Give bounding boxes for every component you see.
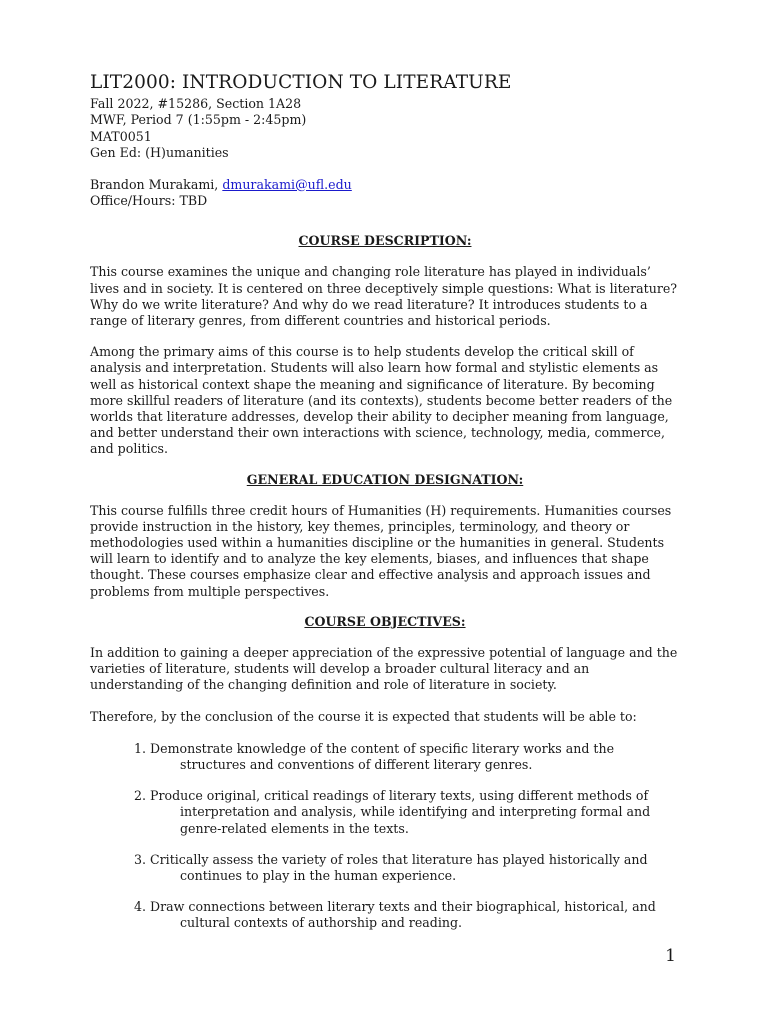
gen-ed-heading: GENERAL EDUCATION DESIGNATION: [246,471,524,487]
room-line: MAT0051 [90,128,152,144]
objectives-paragraph-1: In addition to gaining a deeper appreciation of the expressive potential of language and the varieties of literature, students will develop a broader cultural literacy and an understanding of the changing definition and role of literature in society. [90,644,678,693]
course-description-heading: COURSE DESCRIPTION: [298,233,472,249]
objectives-list [90,741,680,932]
gen-ed-paragraph: This course fulfills three credit hours of Humanities (H) requirements. Humanities courses provide instruction in the history, key themes, principles, terminology, and theory or methodologies used within a humanities discipline or the humanities in general. Students will learn to identify and to analyze the key elements, biases, and influences that shape thought. These courses emphasize clear and effective analysis and approach issues and problems from multiple perspectives. [90,502,672,599]
list-item: 4. Draw connections between literary texts and their biographical, historical, and cultural contexts of authorship and reading. [134,899,656,931]
gen-ed-line: Gen Ed: (H)umanities [90,145,229,161]
list-item: 1. Demonstrate knowledge of the content of specific literary works and the structures and conventions of different literary genres. [134,740,615,772]
course-meta [90,96,680,209]
office-hours: Office/Hours: TBD [90,193,208,209]
page-number: 1 [665,946,676,966]
instructor-line [90,177,680,193]
instructor-email-link[interactable]: dmurakami@ufl.edu [222,176,352,192]
list-item: 3. Critically assess the variety of roles that literature has played historically and continues to play in the human experience. [134,851,648,883]
list-item: 2. Produce original, critical readings of literary texts, using different methods of interpretation and analysis, while identifying and interpreting formal and genre-related elements in the texts. [134,788,651,836]
description-paragraph-1: This course examines the unique and changing role literature has played in individuals’ lives and in society. It is centered on three deceptively simple questions: What is literature? Why do we write literature? And why do we read literature? It introduces students to a range of literary genres, from different countries and historical periods. [90,264,678,329]
instructor-name: Brandon Murakami, [90,176,223,192]
course-objectives-heading: COURSE OBJECTIVES: [304,613,466,629]
schedule-line: MWF, Period 7 (1:55pm - 2:45pm) [90,112,307,128]
objectives-paragraph-2: Therefore, by the conclusion of the course it is expected that students will be able to: [90,708,637,724]
description-paragraph-2: Among the primary aims of this course is to help students develop the critical skill of analysis and interpretation. Students will also learn how formal and stylistic elements as well as historical context shape the meaning and significance of literature. By becoming more skillful readers of literature (and its contexts), students become better readers of the worlds that literature addresses, develop their ability to decipher meaning from language, and better understand their own interactions with science, technology, media, commerce, and politics. [90,344,673,457]
syllabus-page [90,72,680,932]
course-title: LIT2000: INTRODUCTION TO LITERATURE [90,72,512,93]
term-line: Fall 2022, #15286, Section 1A28 [90,96,302,111]
